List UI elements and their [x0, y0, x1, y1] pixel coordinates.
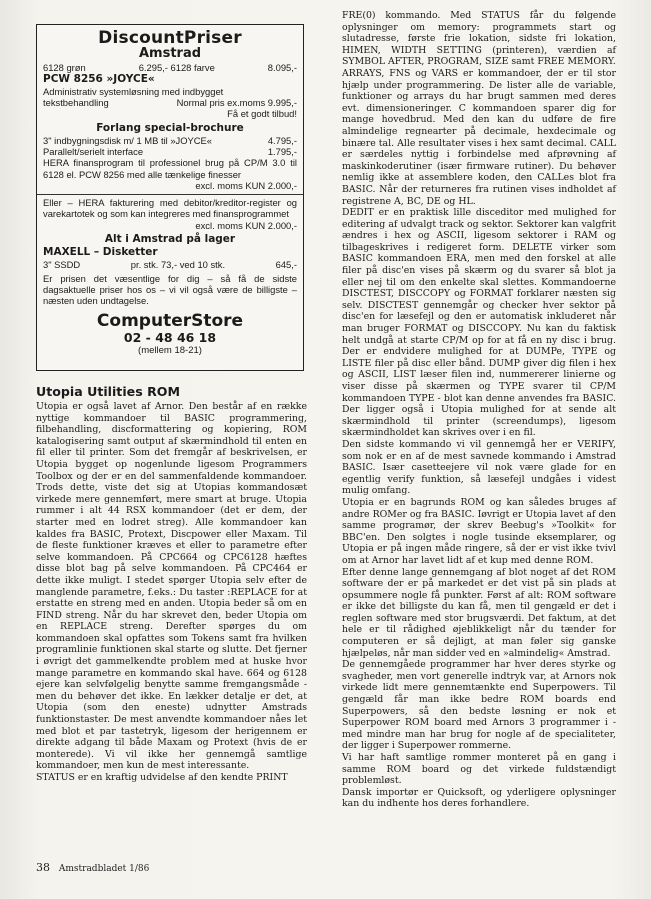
ad-ssdd-unit: pr. stk. 73,- ved 10 stk. — [130, 258, 226, 270]
ad-brand-title: DiscountPriser — [98, 28, 242, 48]
ad-maxell-heading: MAXELL – Disketter — [43, 246, 158, 259]
article-column-left — [36, 384, 307, 784]
article-paragraph: FRE(0) kommando. Med STATUS får du følgende oplysninger om memory: programmets start og slutadresse, første frie lokation, sidste fri lokation, HIMEN, WIDTH SETTING (printeren), værdien af SYMBOL AFTER, PROGRAM, SIZE samt FREE MEMORY. — [342, 10, 616, 68]
ad-hera-invoicing-price: excl. moms KUN 2.000,- — [195, 219, 297, 231]
ad-price-row-6128 — [43, 62, 297, 73]
ad-hera-finance-price: excl. moms KUN 2.000,- — [195, 179, 297, 191]
article-paragraph: DEDIT er en praktisk lille disceditor med mulighed for editering af udvalgt track og sektor. Sektorer kan valgfrit ændres i hex og ASCII, ligesom sektorer i RAM og tilbageskrives i redigeret form. DELETE virker som BASIC kommandoen ERA, men med den forskel at alle filer på disc'en vises på skærm og du svarer så blot ja eller nej til om den enkelte skal slettes. Kommandoerne DISCTEST, DISCCOPY og FORMAT forklarer næsten sig selv. DISCTEST gennemgår og checker hver sektor på disc'en for læsefejl og den er automatisk inkluderet når man bruger FORMAT og DISCCOPY. Nu kan du faktisk helt undgå at starte CP/M op for at få en ny disc i brug. Der er endvidere mulighed for at DUMPe, TYPE og LISTE filer på disc eller bånd. DUMP giver dig filen i hex og ASCII, LIST læser filen ind, nummererer linierne og viser disse på skærmen og TYPE svarer til CP/M kommandoen TYPE - blot kan denne anvendes fra BASIC. Der ligger også i Utopia mulighed for at sende alt skærmindhold til printer (screendumps), ligesom skærmindholdet kan skrives over i en fil. — [342, 207, 616, 439]
ad-pcw-title: PCW 8256 »JOYCE« — [43, 73, 155, 86]
ad-hours: (mellem 18-21) — [138, 344, 202, 356]
article-paragraph: Vi har haft samtlige rommer monteret på en gang i samme ROM board og det virkede fuldstændigt problemløst. — [342, 752, 616, 787]
ad-pcw-offer: Få et godt tilbud! — [227, 108, 297, 120]
ad-brochure-heading: Forlang special-brochure — [96, 121, 244, 134]
discount-advertisement — [36, 24, 304, 371]
article-paragraph: Dansk importør er Quicksoft, og yderligere oplysninger kan du indhente hos deres forhandlere. — [342, 786, 616, 810]
ad-interface-price: 1.795,- — [267, 145, 297, 157]
ad-6128-color-price: 8.095,- — [267, 62, 297, 73]
page-number: 38 — [36, 861, 50, 874]
ad-6128-green: 6128 grøn — [43, 62, 86, 73]
article-paragraph: ARRAYS, FNS og VARS er kommandoer, der er til stor hjælp under programmering. De lister alle de variable, funktioner og arrays du har brugt sammen med deres evt. dimensioneringer. C kommandoen sparer dig for mange hovedbrud. Med den kan du udføre de fire almindelige regnearter på decimale, hexdecimale og binære tal. Alle resultater vises i hex samt decimal. CALL er særdeles nyttig i forbindelse med afprøvning af maskinkoderutiner (især firmware rutiner). Du behøver nemlig ikke at assemblere koden, den CALLes blot fra BASIC. Når der returneres fra rutinen vises indholdet af registrene A, BC, DE og HL. — [342, 67, 616, 207]
article-paragraph: Den sidste kommando vi vil gennemgå her er VERIFY, som nok er en af de mest savnede kommando i Amstrad BASIC. Især casetteejere vil nok være glade for en egentlig verify funktion, så læsefejl undgåes i videst mulig omfang. — [342, 438, 616, 497]
ad-divider — [37, 194, 303, 195]
ad-6128-color: 6.295,- 6128 farve — [138, 62, 215, 73]
page-footer — [36, 861, 149, 874]
ad-ssdd-row — [43, 259, 297, 270]
ad-hera-invoicing: Eller – HERA fakturering med debitor/kreditor-register og varekartotek og som kan integreres med finansprogrammet — [43, 197, 297, 220]
ad-pitch: Er prisen det væsentlige for dig – så få de sidste dagsaktuelle priser hos os – vi vil også være de billigste – næsten uden undtagelse. — [43, 272, 297, 307]
article-paragraph: Utopia er også lavet af Arnor. Den består af en række nyttige kommandoer til BASIC programmering, filbehandling, discformattering og kopiering, ROM katalogisering samt output af skærmindhold til enten en fil eller til printer. Som det fremgår af beskrivelsen, er Utopia bygget op nogenlunde ligesom Programmers Toolbox og der er en del sammenfaldende kommandoer. Trods dette, viste det sig at Utopias kommandosæt virkede mere gennemført, mere smart at bruge. Utopia rummer i alt 44 RSX kommandoer (det er dem, der starter med en lodret streg). Alle kommandoer kan kaldes fra BASIC, Protext, Discpower eller Maxam. Til de fleste funktioner kræves et eller to parametre efter selve kommandoen. På CPC664 og CPC6128 hæftes disse blot bag på selve kommandoen. På CPC464 er dette ikke muligt. I stedet spørger Utopia selv efter de manglende parametre, f.eks.: Du taster :REPLACE for at erstatte en streng med en anden. Utopia beder så om en FIND streng. Når du har skrevet den, beder Utopia om en REPLACE streng. Derefter spørges du om kommandoen skal opfattes som Tokens samt fra hvilken programlinie funktionen skal starte og slutte. Det fjerner i øvrigt det gammelkendte problem med at huske hvor mange parametre en kommando skal have. 664 og 6128 ejere kan selvfølgelig benytte samme fremgangsmåde - men du behøver det ikke. En lækker detalje er det, at Utopia (som den eneste) udnytter Amstrads funktionstaster. De mest anvendte kommandoer nåes let med blot et par tastetryk, ligesom der herigennem er direkte adgang til både Maxam og Protext (hvis de er monterede). Vi vil ikke her gennemgå samtlige kommandoer, men kun de mest interessante. — [36, 401, 307, 772]
ad-disk-label: 3" indbygningsdisk m/ 1 MB til »JOYCE« — [43, 134, 213, 146]
publication-name: Amstradbladet 1/86 — [58, 864, 150, 874]
article-paragraph: Utopia er en bagrunds ROM og kan således bruges af andre ROMer og fra BASIC. Iøvrigt er Utopia lavet af den samme programør, der skrev Beebug's »Toolkit« for BBC'en. Den solgtes i nogle tusinde eksemplarer, og Utopia er på ingen måde ringere, så der er vist ikke tvivl om at Arnor har lavet lidt af et kup med denne ROM. — [342, 496, 616, 566]
ad-interface-label: Parallelt/serielt interface — [43, 145, 144, 157]
ad-pcw-text: Administrativ systemløsning med indbygget — [43, 85, 224, 97]
article-paragraph: Efter denne lange gennemgang af blot noget af det ROM software der er på markedet er det vist på sin plads at opsummere nogle få punkter. Først af alt: ROM software er ikke det billigste du kan få, men til gengæld er det i reglen software med stor brugsværdi. Det faktum, at det hele er til rådighed øjeblikkeligt når du tænder for computeren er så dejligt, at man føler sig ganske hjælpeløs, når man sidder ved en »almindelig« Amstrad. — [342, 566, 616, 659]
ad-store-name: ComputerStore — [96, 310, 244, 331]
ad-disk-price: 4.795,- — [267, 134, 297, 146]
article-title: Utopia Utilities ROM — [36, 384, 181, 399]
ad-stock-heading: Alt i Amstrad på lager — [104, 233, 236, 246]
ad-pcw-text-2: tekstbehandling — [43, 97, 109, 109]
article-column-right — [342, 10, 616, 810]
ad-interface-row — [43, 146, 297, 157]
ad-pcw-price-row — [43, 97, 297, 108]
ad-phone: 02 - 48 46 18 — [123, 329, 217, 345]
article-paragraph: De gennemgåede programmer har hver deres styrke og svagheder, men vort generelle indtryk var, at Arnors nok virkede lidt mere gennemtænkte end Superpowers. Til gengæld får man ikke bedre ROM boards end Superpowers, så den bedste løsning er nok et Superpower ROM board med Arnors 3 programmer i - med mindre man har brug for nogle af de specialiteter, der ligger i Superpower rommerne. — [342, 659, 616, 752]
ad-ssdd-price: 645,- — [275, 258, 297, 270]
article-paragraph: STATUS er en kraftig udvidelse af den kendte PRINT — [36, 772, 288, 783]
ad-pcw-normal-price: Normal pris ex.moms 9.995,- — [176, 97, 297, 109]
ad-disk-row — [43, 135, 297, 146]
ad-ssdd-label: 3" SSDD — [43, 258, 81, 270]
ad-hera-finance: HERA finansprogram til professionel brug på CP/M 3.0 til 6128 el. PCW 8256 med alle tænkelige finesser — [43, 157, 297, 180]
ad-make-title: Amstrad — [138, 46, 202, 61]
